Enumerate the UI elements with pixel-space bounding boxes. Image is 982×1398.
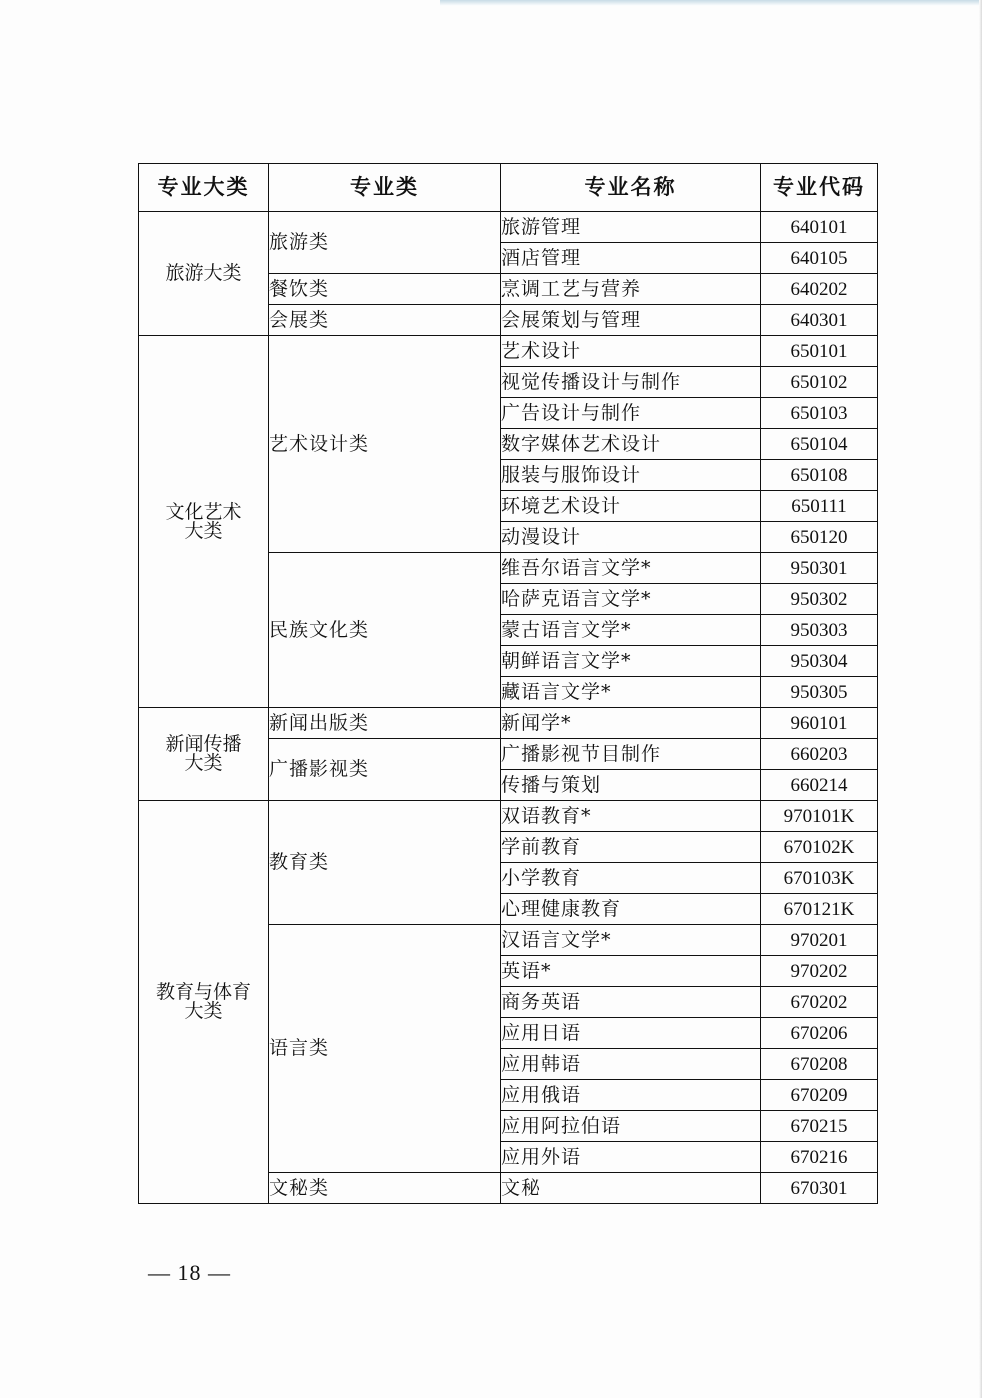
major-class-cell: 会展类 (269, 305, 501, 336)
majors-table (138, 163, 878, 1204)
major-name-cell: 维吾尔语言文学* (501, 553, 761, 584)
major-code-cell: 960101 (761, 708, 878, 739)
major-name-cell: 环境艺术设计 (501, 491, 761, 522)
table-row (139, 212, 878, 243)
major-code-cell: 670215 (761, 1111, 878, 1142)
major-code-cell: 670202 (761, 987, 878, 1018)
major-category-text: 新闻传播 (165, 733, 242, 755)
major-name-cell: 应用韩语 (501, 1049, 761, 1080)
major-name-cell: 会展策划与管理 (501, 305, 761, 336)
major-name-cell: 数字媒体艺术设计 (501, 429, 761, 460)
major-code-cell: 950302 (761, 584, 878, 615)
table-header-row (139, 164, 878, 212)
major-name-cell: 广告设计与制作 (501, 398, 761, 429)
major-category-cell (139, 212, 269, 336)
major-code-cell: 650108 (761, 460, 878, 491)
major-name-cell: 新闻学* (501, 708, 761, 739)
major-name-cell: 学前教育 (501, 832, 761, 863)
major-name-cell: 动漫设计 (501, 522, 761, 553)
major-code-cell: 650111 (761, 491, 878, 522)
major-class-cell: 艺术设计类 (269, 336, 501, 553)
major-code-cell: 970101K (761, 801, 878, 832)
major-name-cell: 小学教育 (501, 863, 761, 894)
major-code-cell: 640202 (761, 274, 878, 305)
major-name-cell: 烹调工艺与营养 (501, 274, 761, 305)
major-code-cell: 640101 (761, 212, 878, 243)
scan-edge (440, 0, 982, 6)
major-name-cell: 应用日语 (501, 1018, 761, 1049)
major-class-cell: 旅游类 (269, 212, 501, 274)
major-code-cell: 650101 (761, 336, 878, 367)
major-code-cell: 970202 (761, 956, 878, 987)
major-name-cell: 应用外语 (501, 1142, 761, 1173)
major-category-text: 旅游大类 (165, 262, 242, 284)
major-category-text: 文化艺术 (165, 500, 242, 523)
header-major-category: 专业大类 (139, 164, 269, 212)
major-name-cell: 双语教育* (501, 801, 761, 832)
major-name-cell: 蒙古语言文学* (501, 615, 761, 646)
major-name-cell: 文秘 (501, 1173, 761, 1204)
major-code-cell: 670206 (761, 1018, 878, 1049)
major-code-cell: 670208 (761, 1049, 878, 1080)
header-major-name: 专业名称 (501, 164, 761, 212)
major-class-cell: 新闻出版类 (269, 708, 501, 739)
major-code-cell: 670209 (761, 1080, 878, 1111)
major-name-cell: 商务英语 (501, 987, 761, 1018)
major-code-cell: 670102K (761, 832, 878, 863)
major-category-text: 大类 (184, 519, 223, 542)
major-category-text: 教育与体育 (155, 981, 251, 1003)
major-name-cell: 朝鲜语言文学* (501, 646, 761, 677)
major-code-cell: 670103K (761, 863, 878, 894)
major-code-cell: 950303 (761, 615, 878, 646)
major-code-cell: 670216 (761, 1142, 878, 1173)
major-name-cell: 酒店管理 (501, 243, 761, 274)
major-name-cell: 应用阿拉伯语 (501, 1111, 761, 1142)
major-category-cell (139, 708, 269, 801)
major-code-cell: 670301 (761, 1173, 878, 1204)
major-code-cell: 650102 (761, 367, 878, 398)
major-code-cell: 650104 (761, 429, 878, 460)
major-name-cell: 传播与策划 (501, 770, 761, 801)
major-code-cell: 970201 (761, 925, 878, 956)
table-body (139, 212, 878, 1204)
table-row (139, 708, 878, 739)
major-name-cell: 藏语言文学* (501, 677, 761, 708)
major-code-cell: 950305 (761, 677, 878, 708)
page-number: — 18 — (148, 1260, 231, 1285)
major-category-cell (139, 336, 269, 708)
major-name-cell: 广播影视节目制作 (501, 739, 761, 770)
major-code-cell: 650103 (761, 398, 878, 429)
major-name-cell: 视觉传播设计与制作 (501, 367, 761, 398)
major-name-cell: 服装与服饰设计 (501, 460, 761, 491)
major-name-cell: 心理健康教育 (501, 894, 761, 925)
major-name-cell: 汉语言文学* (501, 925, 761, 956)
major-class-cell: 民族文化类 (269, 553, 501, 708)
header-major-code: 专业代码 (761, 164, 878, 212)
major-code-cell: 640301 (761, 305, 878, 336)
major-class-cell: 餐饮类 (269, 274, 501, 305)
major-code-cell: 950304 (761, 646, 878, 677)
major-code-cell: 650120 (761, 522, 878, 553)
major-code-cell: 670121K (761, 894, 878, 925)
major-code-cell: 660214 (761, 770, 878, 801)
major-name-cell: 应用俄语 (501, 1080, 761, 1111)
major-name-cell: 艺术设计 (501, 336, 761, 367)
major-class-cell: 教育类 (269, 801, 501, 925)
major-code-cell: 950301 (761, 553, 878, 584)
major-name-cell: 旅游管理 (501, 212, 761, 243)
major-class-cell: 语言类 (269, 925, 501, 1173)
major-category-text: 大类 (184, 752, 223, 774)
major-category-cell (139, 801, 269, 1204)
header-major-class: 专业类 (269, 164, 501, 212)
major-name-cell: 英语* (501, 956, 761, 987)
major-class-cell: 文秘类 (269, 1173, 501, 1204)
major-name-cell: 哈萨克语言文学* (501, 584, 761, 615)
major-category-text: 大类 (184, 1000, 223, 1022)
table-row (139, 801, 878, 832)
major-code-cell: 640105 (761, 243, 878, 274)
table-row (139, 336, 878, 367)
major-class-cell: 广播影视类 (269, 739, 501, 801)
major-code-cell: 660203 (761, 739, 878, 770)
